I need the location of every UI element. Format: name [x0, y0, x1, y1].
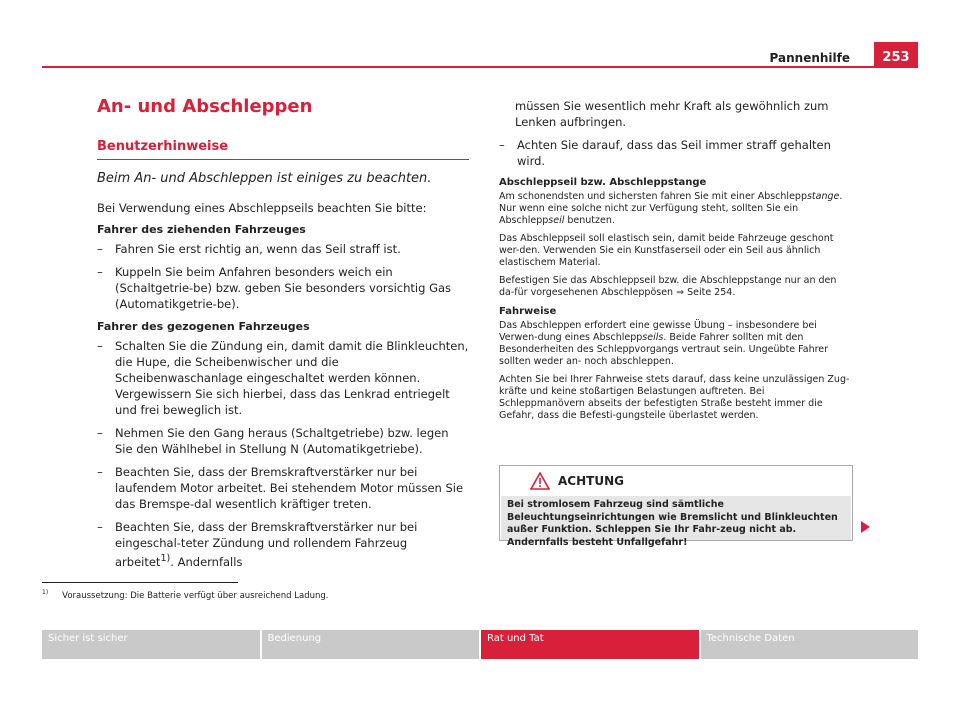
footnote-text: Voraussetzung: Die Batterie verfügt über ausreichend Ladung.	[62, 590, 329, 601]
list-item-text: Kuppeln Sie beim Anfahren besonders weich ein (Schaltgetrie-be) bzw. geben Sie besonders vorsichtig Gas (Automatikgetrie-be).	[115, 265, 452, 311]
warning-header	[500, 466, 852, 496]
dash: –	[97, 520, 103, 534]
dash: –	[97, 426, 103, 440]
nav-tab-bedienung[interactable]: Bedienung	[262, 630, 480, 659]
intro-text: Beim An- und Abschleppen ist einiges zu beachten.	[97, 171, 432, 186]
text-part: . Beide Fahrer sollten mit den Besonderheiten des Schleppvorgangs vertraut sein. Ungeübte Fahrer sollten weder an- noch abschleppen.	[499, 332, 829, 367]
list-item-text: Fahren Sie erst richtig an, wenn das Seil straff ist.	[115, 242, 401, 256]
paragraph: Befestigen Sie das Abschleppseil bzw. die Abschleppstange nur an den da-für vorgesehenen Abschleppösen ⇒ Seite 254.	[499, 275, 837, 298]
section-subtitle: Benutzerhinweise	[97, 139, 469, 160]
text-part: . Nur wenn eine solche nicht zur Verfügung steht, sollten Sie ein Abschlepp	[499, 191, 843, 226]
list-item-text: Schalten Sie die Zündung ein, damit damit die Blinkleuchten, die Hupe, die Scheibenwischer und die Scheibenwaschanlage eingeschaltet werden können. Vergewissern Sie sich hierbei, dass das Lenkrad entriegelt und frei beweglich ist.	[115, 339, 469, 417]
nav-tab-sicher-ist-sicher[interactable]: Sicher ist sicher	[42, 630, 260, 659]
warning-box	[499, 465, 853, 548]
text-emphasis: seil	[548, 215, 565, 226]
paragraph	[499, 191, 853, 227]
warning-title: ACHTUNG	[558, 474, 624, 488]
footnote	[42, 589, 328, 601]
text-emphasis: seils	[642, 332, 664, 343]
section-title-tow-rope: Abschleppseil bzw. Abschleppstange	[499, 177, 707, 188]
list-item-tail: . Andernfalls	[170, 554, 243, 569]
dash: –	[97, 242, 103, 256]
right-column	[499, 98, 853, 428]
continuation-text: müssen Sie wesentlich mehr Kraft als gewöhnlich zum Lenken aufbringen.	[515, 99, 829, 129]
nav-tab-rat-und-tat[interactable]: Rat und Tat	[481, 630, 699, 659]
page-number: 253	[874, 42, 918, 68]
list-item	[97, 464, 469, 512]
text-part: Das Abschleppen erfordert eine gewisse Übung – insbesondere bei Verwen-dung eines Abschlepp	[499, 320, 817, 343]
dash: –	[97, 265, 103, 279]
footer-nav	[42, 630, 918, 659]
list-item-text: Achten Sie darauf, dass das Seil immer straff gehalten wird.	[517, 138, 831, 168]
list-item	[97, 519, 469, 570]
footnote-mark: 1)	[42, 589, 49, 596]
list-item	[97, 264, 469, 312]
paragraph: Achten Sie bei Ihrer Fahrweise stets darauf, dass keine unzulässigen Zug-kräfte und keine stoßartigen Belastungen auftreten. Bei Schleppmanövern abseits der befestigten Straße besteht immer die Gefahr, dass die Befesti-gungsteile überlastet werden.	[499, 374, 850, 421]
list-item-text: Beachten Sie, dass der Bremskraftverstärker nur bei laufendem Motor arbeitet. Bei stehendem Motor müssen Sie das Bremspe-dal wesentlich kräftiger treten.	[115, 465, 464, 511]
dash: –	[499, 138, 505, 152]
page-title: An- und Abschleppen	[97, 96, 313, 117]
list-item	[97, 241, 469, 257]
left-column	[97, 96, 469, 577]
header-rule	[42, 66, 918, 68]
nav-tab-technische-daten[interactable]: Technische Daten	[701, 630, 919, 659]
section-title-driving: Fahrweise	[499, 306, 557, 317]
warning-triangle-icon	[530, 472, 550, 490]
footnote-rule	[42, 582, 238, 583]
continue-arrow-icon	[861, 521, 870, 533]
text-part: benutzen.	[564, 215, 615, 226]
warning-text: Bei stromlosem Fahrzeug sind sämtliche Beleuchtungseinrichtungen wie Bremslicht und Blinkleuchten außer Funktion. Schleppen Sie Ihr Fahr-zeug nicht ab. Andernfalls besteht Unfallgefahr!	[501, 496, 851, 540]
group1-title: Fahrer des ziehenden Fahrzeuges	[97, 223, 306, 236]
group2-title: Fahrer des gezogenen Fahrzeuges	[97, 320, 310, 333]
list-item-text: Beachten Sie, dass der Bremskraftverstärker nur bei eingeschal-teter Zündung und rollendem Fahrzeug arbeitet	[115, 520, 418, 569]
footnote-reference: 1)	[160, 553, 171, 564]
dash: –	[97, 339, 103, 353]
text-part: Am schonendsten und sichersten fahren Sie mit einer Abschlepp	[499, 191, 807, 202]
lead-text: Bei Verwendung eines Abschleppseils beachten Sie bitte:	[97, 201, 427, 215]
header-section-title: Pannenhilfe	[769, 51, 850, 65]
list-item	[97, 425, 469, 457]
paragraph: Das Abschleppseil soll elastisch sein, damit beide Fahrzeuge geschont wer-den. Verwenden Sie ein Kunstfaserseil oder ein Seil aus ähnlich elastischem Material.	[499, 233, 834, 268]
paragraph	[499, 320, 853, 368]
text-emphasis: stange	[806, 191, 840, 202]
list-item	[499, 137, 853, 169]
list-item	[97, 338, 469, 418]
dash: –	[97, 465, 103, 479]
list-item-text: Nehmen Sie den Gang heraus (Schaltgetriebe) bzw. legen Sie den Wählhebel in Stellung N (Automatikgetriebe).	[115, 426, 449, 456]
